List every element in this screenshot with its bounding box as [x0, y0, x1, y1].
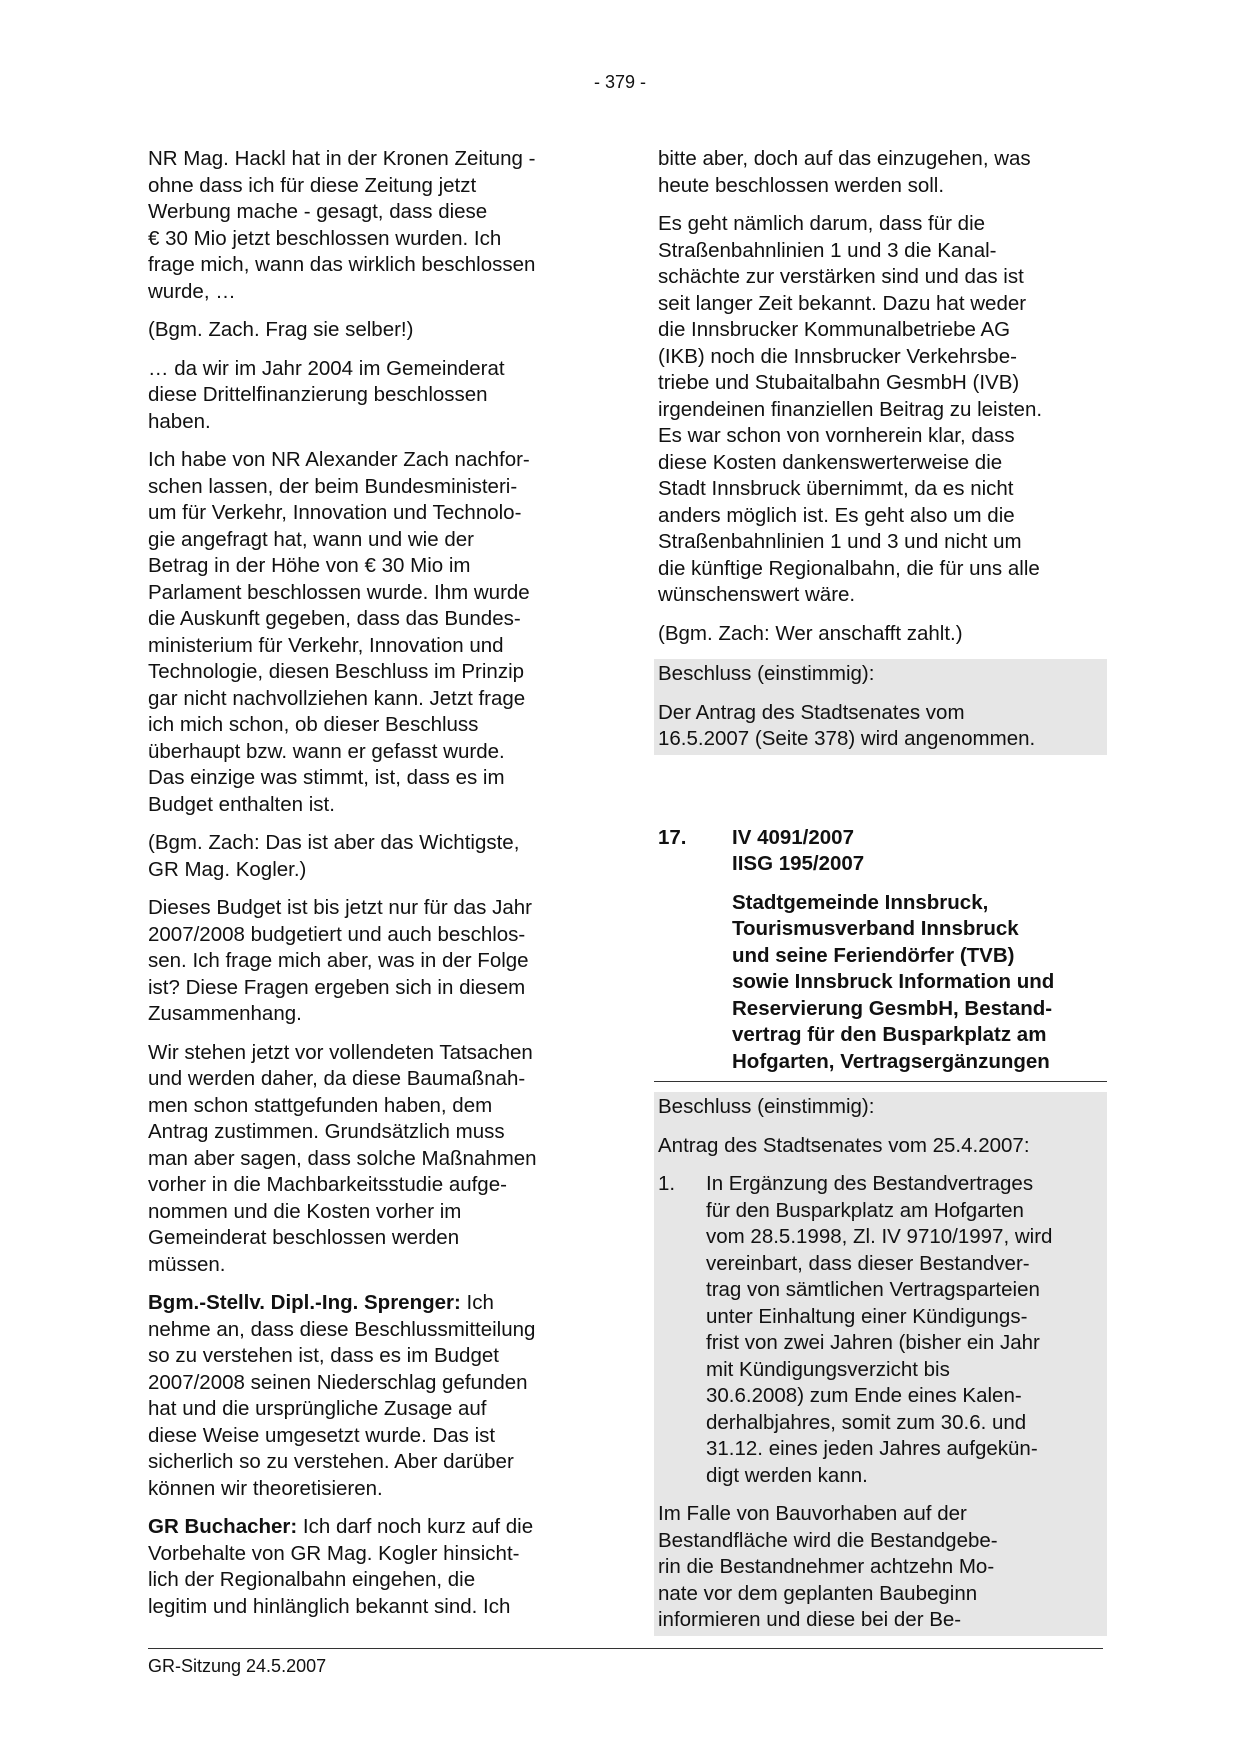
paragraph: bitte aber, doch auf das einzugehen, was heute beschlossen werden soll. — [658, 147, 1031, 197]
agenda-item-title: Stadtgemeinde Innsbruck, Tourismusverband Innsbruck und seine Feriendörfer (TVB) sowie Innsbruck Information und Reservierung GesmbH, Bestand- vertrag für den Busparkplatz am Hofgarten, Vertragsergänzungen — [732, 890, 1055, 1073]
interjection: (Bgm. Zach. Frag sie selber!) — [148, 318, 414, 341]
list-number: 1. — [658, 1172, 676, 1195]
list-item — [658, 1171, 1103, 1489]
footer: GR-Sitzung 24.5.2007 — [148, 1656, 327, 1676]
right-column — [658, 146, 1103, 1636]
footer-divider — [148, 1648, 1103, 1649]
agenda-item-refs: IV 4091/2007 IISG 195/2007 — [732, 825, 865, 875]
divider — [654, 1081, 1107, 1082]
resolution-text: Der Antrag des Stadtsenates vom 16.5.2007 (Seite 378) wird angenommen. — [658, 700, 1036, 750]
paragraph: Ich habe von NR Alexander Zach nachfor- schen lassen, der beim Bundesministeri- um für Verkehr, Innovation und Technolo- gie angefragt hat, wann und wie der Betrag in der Höhe von € 30 Mio im Parlament beschlossen wurde. Ihm wurde die Auskunft gegeben, dass das Bundes- ministerium für Verkehr, Innovation und Technologie, diesen Beschluss im Prinzip gar nicht nachvollziehen kann. Jetzt frage ich mich schon, ob dieser Beschluss überhaupt bzw. wann er gefasst wurde. Das einzige was stimmt, ist, dass es im Budget enthalten ist. — [148, 448, 530, 816]
agenda-item-header — [658, 825, 1103, 878]
list-continuation: Im Falle von Bauvorhaben auf der Bestandfläche wird die Bestandgebe- rin die Bestandnehmer achtzehn Mo- nate vor dem geplanten Baubeginn informieren und diese bei der Be- — [658, 1502, 998, 1631]
agenda-item-number: 17. — [658, 825, 687, 849]
paragraph: Wir stehen jetzt vor vollendeten Tatsachen und werden daher, da diese Baumaßnah- men schon stattgefunden haben, dem Antrag zustimmen. Grundsätzlich muss man aber sagen, dass solche Maßnahmen vorher in die Machbarkeitsstudie aufge- nommen und die Kosten vorher im Gemeinderat beschlossen werden müssen. — [148, 1040, 537, 1276]
paragraph: Dieses Budget ist bis jetzt nur für das Jahr 2007/2008 budgetiert und auch beschlos- sen. Ich frage mich aber, was in der Folge ist? Diese Fragen ergeben sich in diesem Zusammenhang. — [148, 896, 532, 1025]
speaker-name: Bgm.-Stellv. Dipl.-Ing. Sprenger: — [148, 1291, 461, 1314]
speech-text: Ich darf noch kurz auf die Vorbehalte von GR Mag. Kogler hinsicht- lich der Regionalbahn eingehen, die legitim und hinlänglich bekannt sind. Ich — [148, 1515, 534, 1618]
speaker-paragraph — [148, 1290, 593, 1502]
paragraph: … da wir im Jahr 2004 im Gemeinderat diese Drittelfinanzierung beschlossen haben. — [148, 356, 505, 433]
paragraph: Es geht nämlich darum, dass für die Straßenbahnlinien 1 und 3 die Kanal- schächte zur verstärken sind und das ist seit langer Zeit bekannt. Dazu hat weder die Innsbrucker Kommunalbetriebe AG (IKB) noch die Innsbrucker Verkehrsbe- triebe und Stubaitalbahn GesmbH (IVB) irgendeinen finanziellen Beitrag zu leisten. Es war schon von vornherein klar, dass diese Kosten dankenswerterweise die Stadt Innsbruck übernimmt, da es nicht anders möglich ist. Es geht also um die Straßenbahnlinien 1 und 3 und nicht um die künftige Regionalbahn, die für uns alle wünschenswert wäre. — [658, 212, 1043, 606]
resolution-label: Beschluss (einstimmig): — [658, 1095, 875, 1118]
resolution-box — [654, 1092, 1107, 1636]
interjection: (Bgm. Zach: Wer anschafft zahlt.) — [658, 621, 963, 645]
motion-text: Antrag des Stadtsenates vom 25.4.2007: — [658, 1133, 1030, 1157]
speaker-name: GR Buchacher: — [148, 1515, 298, 1538]
paragraph: NR Mag. Hackl hat in der Kronen Zeitung - ohne dass ich für diese Zeitung jetzt Werbung mache - gesagt, dass diese € 30 Mio jetzt beschlossen wurden. Ich frage mich, wann das wirklich beschlossen wurde, … — [148, 147, 536, 303]
left-column — [148, 146, 593, 1632]
list-text: In Ergänzung des Bestandvertrages für den Busparkplatz am Hofgarten vom 28.5.1998, Zl. IV 9710/1997, wird vereinbart, dass dieser Bestandver- trag von sämtlichen Vertragsparteien unter Einhaltung einer Kündigungs- frist von zwei Jahren (bisher ein Jahr mit Kündigungsverzicht bis 30.6.2008) zum Ende eines Kalen- derhalbjahres, somit zum 30.6. und 31.12. eines jeden Jahres aufgekün- digt werden kann. — [706, 1172, 1053, 1487]
speech-text: Ich nehme an, dass diese Beschlussmitteilung so zu verstehen ist, dass es im Budget 2007/2008 seinen Niederschlag gefunden hat und die ursprüngliche Zusage auf diese Weise umgesetzt wurde. Das ist sicherlich so zu verstehen. Aber darüber können wir theoretisieren. — [148, 1291, 536, 1500]
resolution-label: Beschluss (einstimmig): — [658, 662, 875, 685]
page-number: - 379 - — [593, 72, 647, 92]
speaker-paragraph — [148, 1514, 593, 1620]
interjection: (Bgm. Zach: Das ist aber das Wichtigste, GR Mag. Kogler.) — [148, 831, 520, 881]
resolution-box — [654, 659, 1107, 755]
